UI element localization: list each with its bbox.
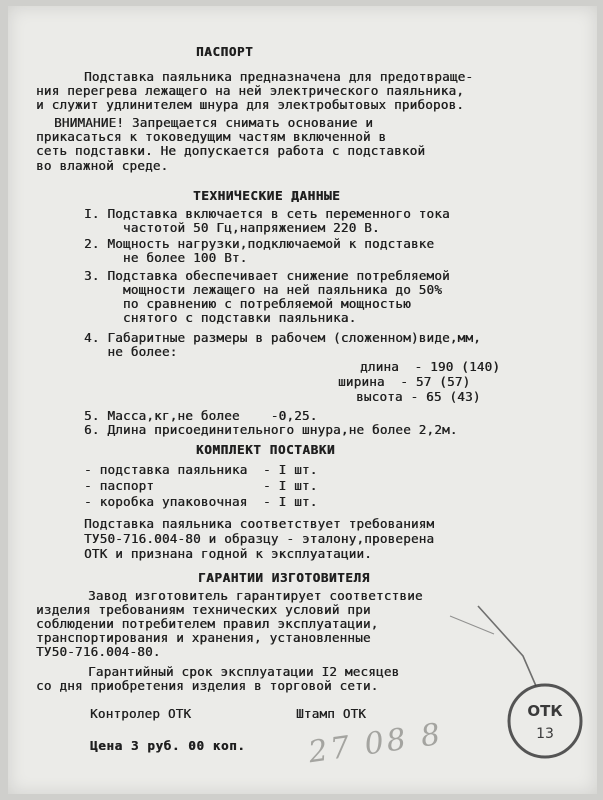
dimension-height: высота - 65 (43) [356, 389, 481, 404]
conformity-line-3: ОТК и признана годной к эксплуатации. [84, 546, 372, 561]
tech-line-6: мощности лежащего на ней паяльника до 50% [84, 282, 442, 297]
intro-line-2: ния перегрева лежащего на ней электрического паяльника, [36, 83, 465, 98]
warranty-line-5: ТУ50-716.004-80. [36, 644, 161, 659]
warranty-line-2: изделия требованиям технических условий при [36, 602, 371, 617]
kit-item-2: - паспорт - I шт. [84, 478, 318, 493]
intro-line-5: прикасаться к токоведущим частям включенной в [36, 129, 387, 144]
dimension-width: ширина - 57 (57) [338, 374, 471, 389]
stamp-label: Штамп ОТК [296, 706, 367, 721]
warranty-heading: ГАРАНТИИ ИЗГОТОВИТЕЛЯ [198, 570, 370, 585]
intro-line-6: сеть подставки. Не допускается работа с подставкой [36, 143, 426, 158]
kit-item-3: - коробка упаковочная - I шт. [84, 494, 318, 509]
intro-line-7: во влажной среде. [36, 158, 169, 173]
tech-line-1: I. Подставка включается в сеть переменного тока [84, 206, 450, 221]
warranty-line-7: со дня приобретения изделия в торговой сети. [36, 678, 379, 693]
conformity-line-2: ТУ50-716.004-80 и образцу - эталону,проверена [84, 531, 435, 546]
pen-scribble [8, 6, 597, 794]
stamp-text: ОТК [527, 702, 563, 720]
tech-line-5: 3. Подставка обеспечивает снижение потребляемой [84, 268, 450, 283]
warranty-line-6: Гарантийный срок эксплуатации I2 месяцев [88, 664, 400, 679]
controller-label: Контролер ОТК [90, 706, 192, 721]
otk-stamp [506, 682, 584, 760]
tech-line-8: снятого с подставки паяльника. [84, 310, 357, 325]
tech-data-heading: ТЕХНИЧЕСКИЕ ДАННЫЕ [193, 188, 341, 203]
price-label: Цена 3 руб. 00 коп. [90, 738, 246, 753]
dimension-length: длина - 190 (140) [360, 359, 501, 374]
tech-line-3: 2. Мощность нагрузки,подключаемой к подставке [84, 236, 435, 251]
kit-heading: КОМПЛЕКТ ПОСТАВКИ [196, 442, 336, 457]
tech-line-mass: 5. Масса,кг,не более -0,25. [84, 408, 318, 423]
tech-line-9: 4. Габаритные размеры в рабочем (сложенном)виде,мм, [84, 330, 481, 345]
stamp-number: 13 [536, 726, 554, 742]
warranty-line-4: транспортирования и хранения, установленные [36, 630, 371, 645]
handwritten-date: 27 08 8 [306, 716, 446, 771]
tech-line-2: частотой 50 Гц,напряжением 220 В. [84, 220, 380, 235]
passport-sheet [8, 6, 597, 794]
document-title: ПАСПОРТ [196, 44, 254, 59]
intro-line-3: и служит удлинителем шнура для электробытовых приборов. [36, 97, 465, 112]
tech-line-4: не более 100 Вт. [84, 250, 248, 265]
kit-item-1: - подставка паяльника - I шт. [84, 462, 318, 477]
warranty-line-1: Завод изготовитель гарантирует соответствие [88, 588, 423, 603]
tech-line-10: не более: [84, 344, 178, 359]
tech-line-cord: 6. Длина присоединительного шнура,не более 2,2м. [84, 422, 458, 437]
warranty-line-3: соблюдении потребителем правил эксплуатации, [36, 616, 379, 631]
conformity-line-1: Подставка паяльника соответствует требованиям [84, 516, 435, 531]
intro-line-1: Подставка паяльника предназначена для предотвраще- [84, 69, 474, 84]
intro-line-4: ВНИМАНИЕ! Запрещается снимать основание и [54, 115, 374, 130]
tech-line-7: по сравнению с потребляемой мощностью [84, 296, 411, 311]
